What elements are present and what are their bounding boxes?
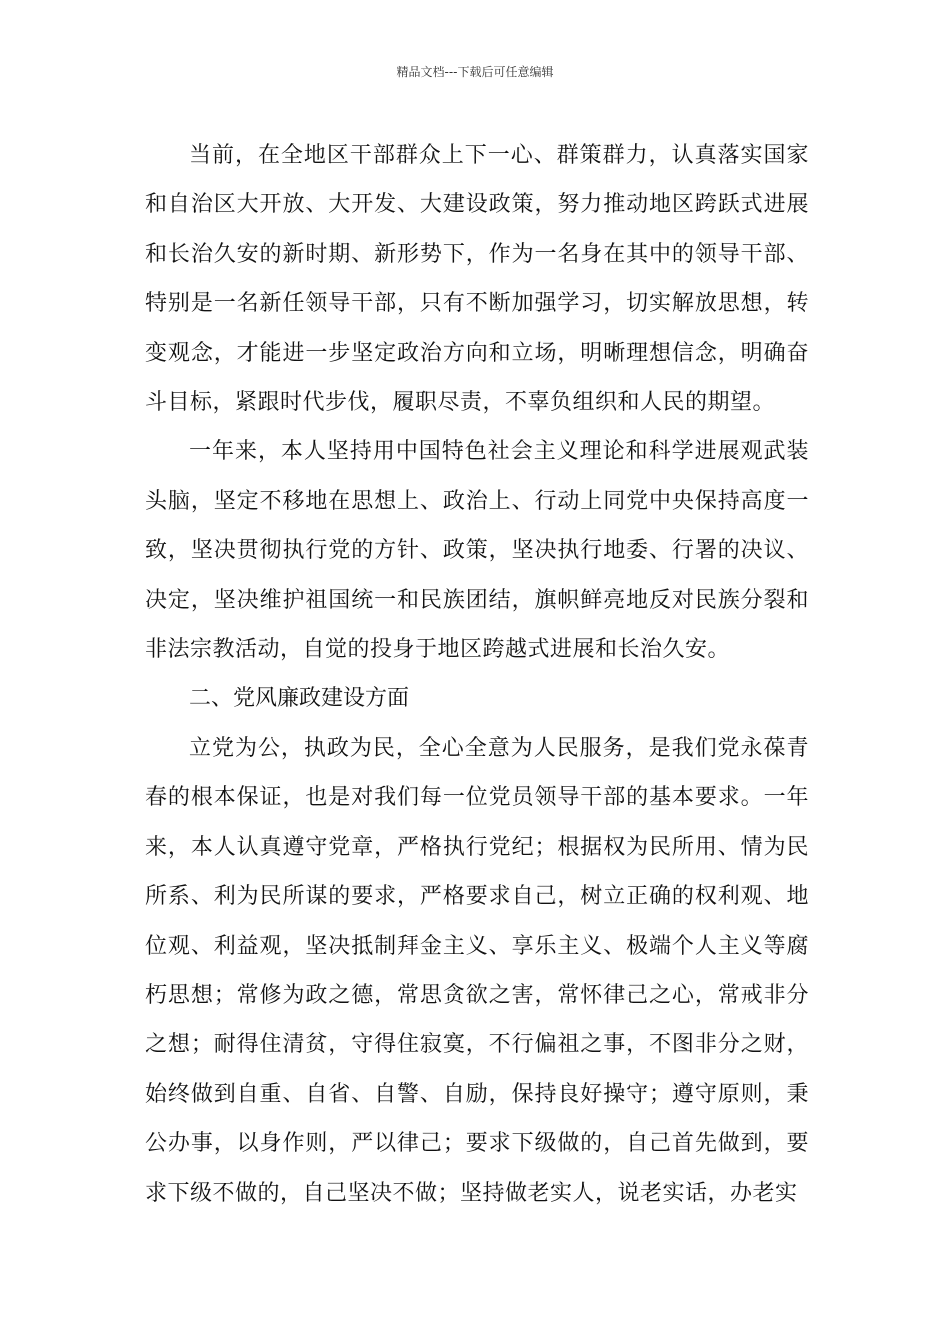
page-header: 精品文档---下载后可任意编辑 [396,65,554,79]
document-body [145,131,809,1218]
paragraph-integrity: 立党为公，执政为民，全心全意为人民服务，是我们党永葆青春的根本保证，也是对我们每一位党员领导干部的基本要求。一年来，本人认真遵守党章，严格执行党纪；根据权为民所用、情为民所系、利为民所谋的要求，严格要求自己，树立正确的权利观、地位观、利益观，坚决抵制拜金主义、享乐主义、极端个人主义等腐朽思想；常修为政之德，常思贪欲之害，常怀律己之心，常戒非分之想；耐得住清贫，守得住寂寞，不行偏祖之事，不图非分之财，始终做到自重、自省、自警、自励，保持良好操守；遵守原则，秉公办事，以身作则，严以律己；要求下级做的，自己首先做到，要求下级不做的，自己坚决不做；坚持做老实人，说老实话，办老实 [145,735,809,1206]
paragraph-situation: 当前，在全地区干部群众上下一心、群策群力，认真落实国家和自治区大开放、大开发、大建设政策，努力推动地区跨跃式进展和长治久安的新时期、新形势下，作为一名身在其中的领导干部、特别是一名新任领导干部，只有不断加强学习，切实解放思想，转变观念，才能进一步坚定政治方向和立场，明晰理想信念，明确奋斗目标，紧跟时代步伐，履职尽责，不辜负组织和人民的期望。 [145,143,809,416]
paragraph-political-stance: 一年来，本人坚持用中国特色社会主义理论和科学进展观武装头脑，坚定不移地在思想上、政治上、行动上同党中央保持高度一致，坚决贯彻执行党的方针、政策，坚决执行地委、行署的决议、决定，坚决维护祖国统一和民族团结，旗帜鲜亮地反对民族分裂和非法宗教活动，自觉的投身于地区跨越式进展和长治久安。 [145,439,809,663]
section-heading-integrity: 二、党风廉政建设方面 [189,686,410,712]
